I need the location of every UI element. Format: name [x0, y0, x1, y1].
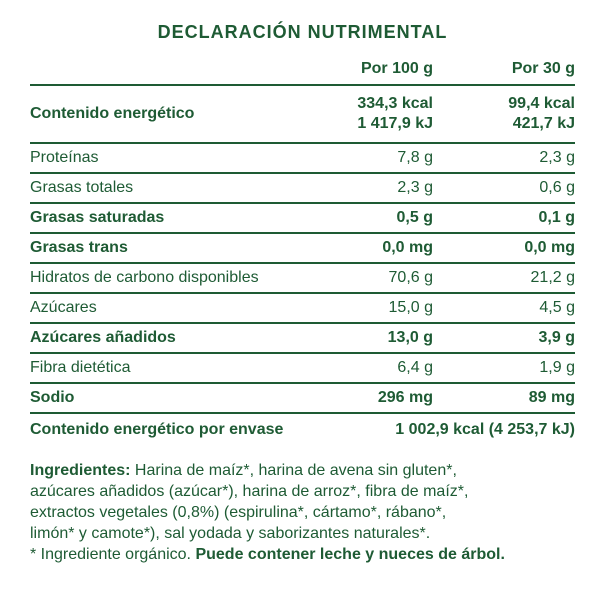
- table-header: [30, 55, 575, 86]
- nutrient-name: Fibra dietética: [30, 359, 131, 376]
- table-row: [30, 86, 575, 144]
- table-row: [30, 234, 575, 264]
- per-package-label: Contenido energético por envase: [30, 421, 284, 438]
- nutrient-name: Proteínas: [30, 149, 99, 166]
- per-100g-value: 296 mg: [377, 389, 433, 406]
- per-30g-value: 2,3 g: [539, 149, 575, 166]
- page-title: DECLARACIÓN NUTRIMENTAL: [157, 22, 448, 42]
- per-100g-value: 0,5 g: [396, 209, 433, 226]
- table-row: [30, 144, 575, 174]
- per-100g-value: 6,4 g: [397, 359, 433, 376]
- per-100g-value: 13,0 g: [387, 329, 433, 346]
- per-package-row: [30, 414, 575, 446]
- table-row: [30, 204, 575, 234]
- table-row: [30, 294, 575, 324]
- per-30g-value: 89 mg: [528, 389, 575, 406]
- nutrition-table: [30, 55, 575, 446]
- table-row: [30, 354, 575, 384]
- ingredients-line: azúcares añadidos (azúcar*), harina de arroz*, fibra de maíz*,: [30, 483, 469, 500]
- ingredients-line: * Ingrediente orgánico. Puede contener leche y nueces de árbol.: [30, 546, 505, 563]
- per-30g-value: 21,2 g: [530, 269, 575, 286]
- column-header-per-100g: Por 100 g: [360, 60, 433, 77]
- table-body: [30, 86, 575, 414]
- table-row: [30, 264, 575, 294]
- nutrient-name: Hidratos de carbono disponibles: [30, 269, 259, 286]
- nutrient-name: Sodio: [30, 389, 75, 406]
- column-header-per-30g: Por 30 g: [511, 60, 575, 77]
- nutrient-name: Azúcares añadidos: [30, 329, 176, 346]
- per-100g-value: 15,0 g: [388, 299, 433, 316]
- per-30g-value: 0,1 g: [538, 209, 575, 226]
- per-30g-value: 1,9 g: [539, 359, 575, 376]
- per-100g-value: 334,3 kcal 1 417,9 kJ: [357, 95, 433, 132]
- per-30g-value: 3,9 g: [538, 329, 575, 346]
- nutrient-name: Grasas trans: [30, 239, 128, 256]
- per-30g-value: 0,0 mg: [524, 239, 575, 256]
- nutrient-name: Grasas totales: [30, 179, 134, 196]
- per-30g-value: 4,5 g: [539, 299, 575, 316]
- table-row: [30, 384, 575, 414]
- nutrient-name: Grasas saturadas: [30, 209, 165, 226]
- ingredients-line: extractos vegetales (0,8%) (espirulina*, cártamo*, rábano*,: [30, 504, 447, 521]
- per-30g-value: 99,4 kcal 421,7 kJ: [508, 95, 575, 132]
- table-row: [30, 174, 575, 204]
- ingredients-line: Ingredientes: Harina de maíz*, harina de avena sin gluten*,: [30, 462, 457, 479]
- per-100g-value: 70,6 g: [388, 269, 433, 286]
- column-header-blank: [30, 76, 283, 84]
- nutrient-name: Contenido energético: [30, 105, 195, 122]
- per-100g-value: 7,8 g: [397, 149, 433, 166]
- per-100g-value: 2,3 g: [397, 179, 433, 196]
- table-row: [30, 324, 575, 354]
- per-30g-value: 0,6 g: [539, 179, 575, 196]
- per-100g-value: 0,0 mg: [382, 239, 433, 256]
- ingredients-line: limón* y camote*), sal yodada y saborizantes naturales*.: [30, 525, 431, 542]
- ingredients-paragraph: [30, 460, 575, 565]
- nutrient-name: Azúcares: [30, 299, 97, 316]
- per-package-value: 1 002,9 kcal (4 253,7 kJ): [395, 421, 575, 438]
